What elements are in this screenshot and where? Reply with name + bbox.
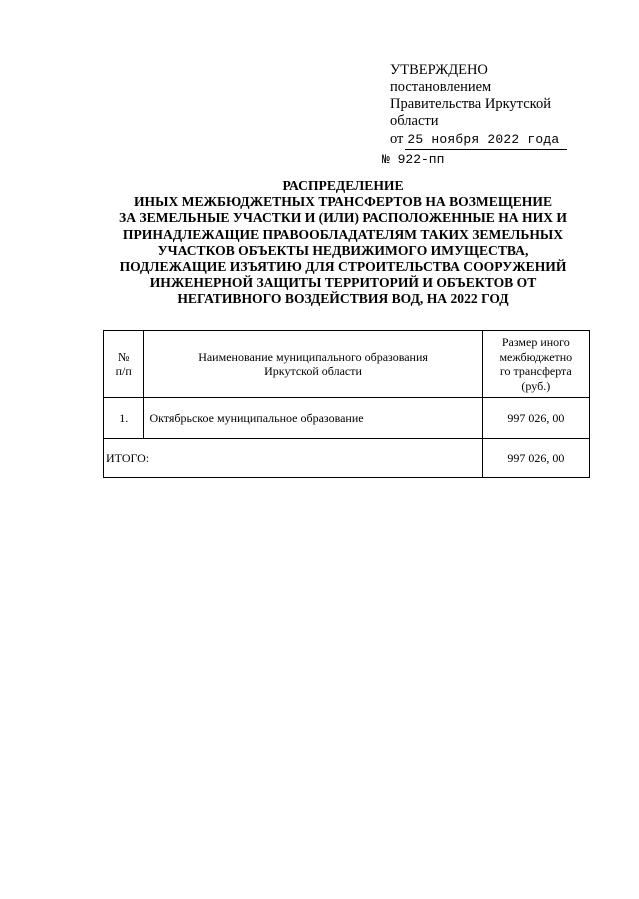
approval-number: № 922-пп: [382, 152, 445, 167]
title-line: УЧАСТКОВ ОБЪЕКТЫ НЕДВИЖИМОГО ИМУЩЕСТВА,: [157, 242, 529, 258]
header-municipality-line2: Иркутской области: [264, 364, 362, 378]
header-municipality: [144, 331, 482, 398]
header-number: [104, 331, 144, 398]
row-amount: 997 026, 00: [482, 398, 589, 439]
header-amount-line3: го трансферта: [499, 364, 572, 378]
row-municipality: Октябрьское муниципальное образование: [144, 398, 482, 439]
title-line: РАСПРЕДЕЛЕНИЕ: [282, 178, 404, 193]
header-amount-line1: Размер иного: [501, 335, 570, 349]
approval-date-value: 25 ноября 2022 года: [405, 131, 567, 150]
title-line: НЕГАТИВНОГО ВОЗДЕЙСТВИЯ ВОД, НА 2022 ГОД: [177, 291, 509, 307]
header-amount: [482, 331, 589, 398]
title-line: ЗА ЗЕМЕЛЬНЫЕ УЧАСТКИ И (ИЛИ) РАСПОЛОЖЕННЫЕ НА НИХ И: [119, 210, 567, 226]
total-amount: 997 026, 00: [482, 439, 589, 478]
title-line: ПОДЛЕЖАЩИЕ ИЗЪЯТИЮ ДЛЯ СТРОИТЕЛЬСТВА СООРУЖЕНИЙ: [119, 259, 567, 275]
row-number: 1.: [104, 398, 144, 439]
header-number-symbol: №: [118, 349, 130, 364]
approval-heading: УТВЕРЖДЕНО: [390, 62, 488, 78]
header-number-abbrev: п/п: [115, 364, 132, 378]
document-title: [96, 178, 590, 308]
header-amount-line4: (руб.): [521, 378, 551, 393]
approval-date-prefix: от: [390, 131, 404, 147]
approval-region: области: [390, 113, 439, 129]
title-line: ПРИНАДЛЕЖАЩИЕ ПРАВООБЛАДАТЕЛЯМ ТАКИХ ЗЕМЕЛЬНЫХ: [122, 226, 564, 242]
table-header-row: [104, 331, 590, 398]
table-row: [104, 398, 590, 439]
header-municipality-line1: Наименование муниципального образования: [198, 349, 428, 364]
approval-resolution: постановлением: [390, 79, 492, 95]
title-line: ИНЫХ МЕЖБЮДЖЕТНЫХ ТРАНСФЕРТОВ НА ВОЗМЕЩЕНИЕ: [133, 194, 553, 210]
approval-date: [390, 131, 600, 150]
table-total-row: [104, 439, 590, 478]
title-line: ИНЖЕНЕРНОЙ ЗАЩИТЫ ТЕРРИТОРИЙ И ОБЪЕКТОВ ОТ: [149, 275, 537, 291]
total-label: ИТОГО:: [104, 439, 483, 478]
approval-government: Правительства Иркутской: [390, 96, 551, 112]
header-amount-line2: межбюджетно: [499, 349, 573, 364]
distribution-table: [103, 330, 590, 478]
approval-stamp: [382, 62, 600, 168]
